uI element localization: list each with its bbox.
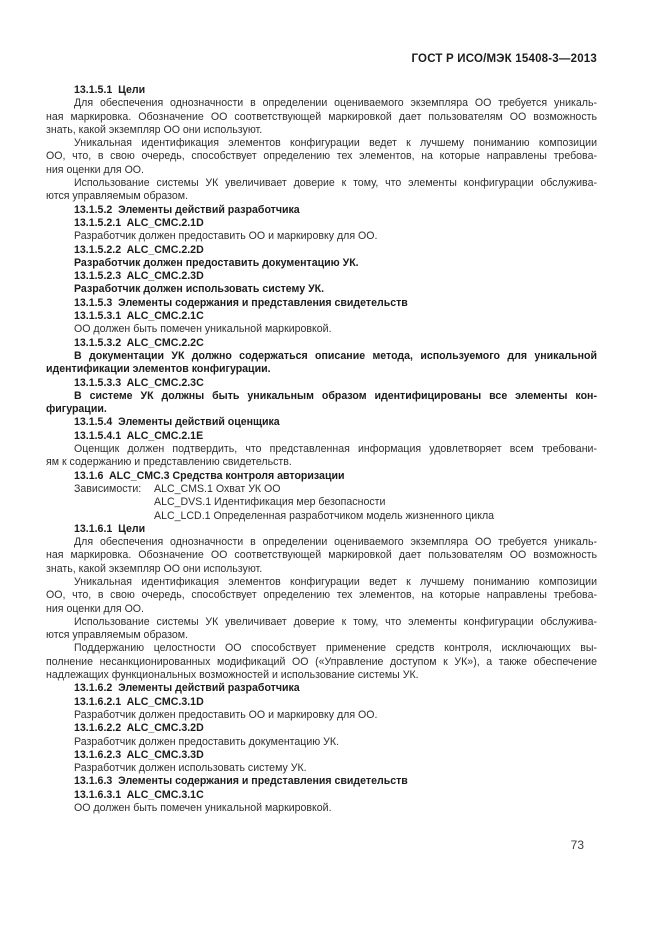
text-line: Разработчик должен предоставить ОО и маркировку для ОО. [74, 230, 378, 243]
section-heading [46, 84, 597, 97]
paragraph [46, 230, 597, 243]
text-line: 13.1.6 ALC_CMC.3 Средства контроля авторизации [74, 469, 345, 482]
text-line: Разработчик должен использовать систему УК. [74, 283, 325, 296]
text-line: ния оценки для ОО. [46, 163, 144, 176]
text-line [46, 483, 597, 496]
text-line: 13.1.6.2.1 ALC_CMC.3.1D [74, 695, 204, 708]
text-line: Разработчик должен предоставить документацию УК. [74, 735, 340, 748]
text-line: 13.1.5.4.1 ALC_CMC.2.1E [74, 429, 204, 442]
section-heading [46, 696, 597, 709]
section-heading [46, 416, 597, 429]
text-line: Разработчик должен предоставить ОО и маркировку для ОО. [74, 708, 378, 721]
section-heading [46, 523, 597, 536]
paragraph [46, 390, 597, 417]
dependencies-block [46, 483, 597, 523]
text-line: знать, какой экземпляр ОО они используют. [46, 562, 263, 575]
paragraph [46, 283, 597, 296]
text-line: Использование системы УК увеличивает доверие к тому, что элементы конфигурации обслужива- [74, 615, 597, 628]
text-line: 13.1.5.2.2 ALC_CMC.2.2D [74, 243, 204, 256]
text-line: Поддержанию целостности ОО способствует применение средств контроля, исключающих вы- [74, 642, 597, 655]
section-heading [46, 204, 597, 217]
dependency-item: ALC_LCD.1 Определенная разработчиком модель жизненного цикла [154, 509, 495, 522]
section-heading [46, 722, 597, 735]
section-heading [46, 310, 597, 323]
text-line: ОО должен быть помечен уникальной маркировкой. [74, 323, 332, 336]
text-line: Уникальная идентификация элементов конфигурации ведет к лучшему пониманию композиции [74, 575, 597, 588]
section-heading [46, 430, 597, 443]
section-heading [46, 244, 597, 257]
text-line: 13.1.6.2 Элементы действий разработчика [74, 682, 300, 695]
section-heading [46, 470, 597, 483]
text-line: Уникальная идентификация элементов конфигурации ведет к лучшему пониманию композиции [74, 137, 597, 150]
text-line: ОО, что, в свою очередь, способствует определению тех элементов, на которые направлены требова- [46, 589, 597, 602]
paragraph [46, 576, 597, 616]
text-line: 13.1.5.3.2 ALC_CMC.2.2C [74, 336, 204, 349]
text-line: ная маркировка. Обозначение ОО соответствующей маркировкой дает пользователям ОО возможность [46, 549, 597, 562]
text-line: идентификации элементов конфигурации. [46, 363, 271, 376]
text-line: 13.1.5.3.1 ALC_CMC.2.1C [74, 310, 204, 323]
paragraph [46, 443, 597, 470]
text-line: 13.1.5.1 Цели [74, 84, 146, 96]
section-heading [46, 682, 597, 695]
paragraph [46, 137, 597, 177]
text-line: 13.1.5.4 Элементы действий оценщика [74, 416, 280, 429]
paragraph [46, 350, 597, 377]
text-line: 13.1.5.3.3 ALC_CMC.2.3C [74, 376, 204, 389]
text-line: ям к содержанию и представлению свидетельств. [46, 456, 292, 469]
paragraph [46, 616, 597, 643]
text-line: 13.1.5.2.3 ALC_CMC.2.3D [74, 270, 204, 283]
text-line: 13.1.6.3.1 ALC_CMC.3.1C [74, 788, 204, 801]
section-heading [46, 297, 597, 310]
text-line: Для обеспечения однозначности в определении оцениваемого экземпляра ОО требуется уникаль- [74, 536, 597, 549]
document-header: ГОСТ Р ИСО/МЭК 15408-3—2013 [411, 53, 597, 65]
section-heading [46, 775, 597, 788]
section-heading [46, 270, 597, 283]
text-line: 13.1.6.2.3 ALC_CMC.3.3D [74, 748, 204, 761]
text-line: фигурации. [46, 403, 107, 416]
text-line: Для обеспечения однозначности в определении оцениваемого экземпляра ОО требуется уникаль- [74, 97, 597, 110]
text-line: ОО должен быть помечен уникальной маркировкой. [74, 802, 332, 815]
text-line: Оценщик должен подтвердить, что представленная информация удовлетворяет всем требовани- [74, 443, 597, 456]
text-line: полнение несанкционированных модификаций ОО («Управление доступом к УК»), а также обеспечение [46, 655, 597, 668]
paragraph [46, 257, 597, 270]
dependencies-label: Зависимости: [74, 482, 142, 495]
text-line: 13.1.5.2.1 ALC_CMC.2.1D [74, 216, 204, 229]
text-line: Использование системы УК увеличивает доверие к тому, что элементы конфигурации обслужива- [74, 177, 597, 190]
text-line: В системе УК должны быть уникальным образом идентифицированы все элементы кон- [74, 389, 597, 402]
paragraph [46, 736, 597, 749]
section-heading [46, 789, 597, 802]
dependency-item: ALC_CMS.1 Охват УК ОО [154, 482, 281, 495]
text-line: ная маркировка. Обозначение ОО соответствующей маркировкой дает пользователям ОО возможность [46, 110, 597, 123]
text-line: В документации УК должно содержаться описание метода, используемого для уникальной [74, 349, 597, 362]
paragraph [46, 97, 597, 137]
text-line: 13.1.5.3 Элементы содержания и представления свидетельств [74, 296, 408, 309]
paragraph [46, 642, 597, 682]
text-line: надлежащих функциональных возможностей и использование системы УК. [46, 669, 419, 682]
page-number: 73 [570, 838, 584, 852]
paragraph [46, 762, 597, 775]
text-line: ются управляемым образом. [46, 190, 189, 203]
text-line: 13.1.6.2.2 ALC_CMC.3.2D [74, 722, 204, 735]
section-heading [46, 749, 597, 762]
paragraph [46, 709, 597, 722]
paragraph [46, 802, 597, 815]
text-line: 13.1.6.3 Элементы содержания и представления свидетельств [74, 775, 408, 788]
paragraph [46, 177, 597, 204]
text-line: знать, какой экземпляр ОО они используют. [46, 123, 263, 136]
text-line: Разработчик должен предоставить документацию УК. [74, 256, 359, 269]
dependency-item: ALC_DVS.1 Идентификация мер безопасности [154, 496, 386, 509]
document-body [46, 84, 597, 815]
text-line: 13.1.5.2 Элементы действий разработчика [74, 203, 300, 216]
section-heading [46, 337, 597, 350]
text-line: Разработчик должен использовать систему УК. [74, 762, 307, 775]
section-heading [46, 217, 597, 230]
paragraph [46, 323, 597, 336]
text-line: ются управляемым образом. [46, 629, 189, 642]
text-line: 13.1.6.1 Цели [74, 522, 146, 535]
text-line: ния оценки для ОО. [46, 602, 144, 615]
paragraph [46, 536, 597, 576]
section-heading [46, 377, 597, 390]
text-line: ОО, что, в свою очередь, способствует определению тех элементов, на которые направлены требова- [46, 150, 597, 163]
